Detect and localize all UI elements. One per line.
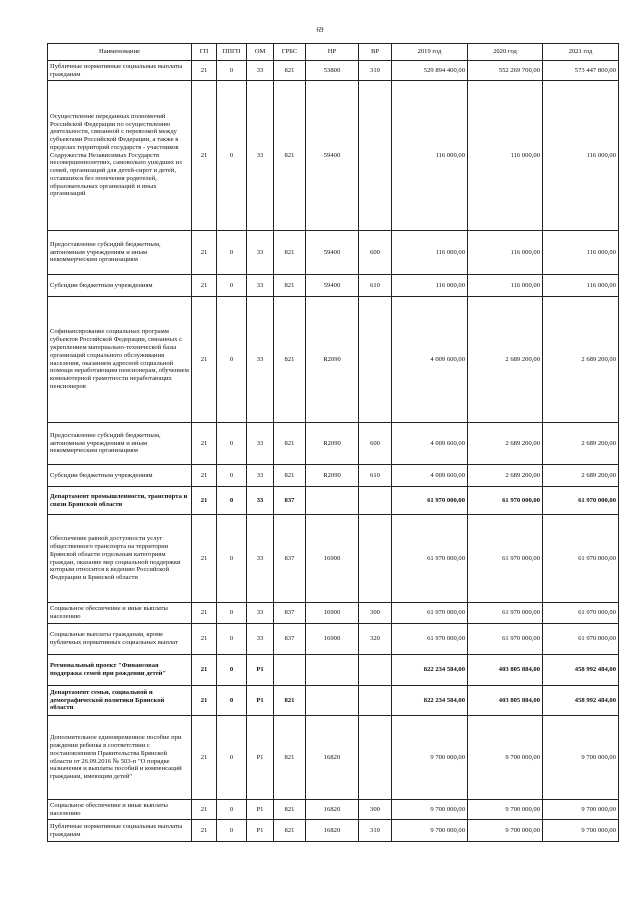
cell-2020: 403 805 884,00 xyxy=(468,686,543,716)
cell-gp: 21 xyxy=(192,515,217,603)
table-row xyxy=(48,231,619,275)
table-row xyxy=(48,61,619,81)
cell-2019: 116 000,00 xyxy=(392,81,468,231)
header-vr: ВР xyxy=(359,44,392,61)
table-row xyxy=(48,820,619,842)
cell-vr xyxy=(359,655,392,686)
cell-name: Публичные нормативные социальные выплаты гражданам xyxy=(48,820,192,842)
table-row xyxy=(48,81,619,231)
cell-gp: 21 xyxy=(192,716,217,800)
cell-2020: 116 000,00 xyxy=(468,275,543,297)
cell-grbs: 837 xyxy=(274,487,306,515)
cell-2021: 61 970 000,00 xyxy=(543,624,619,655)
cell-vr xyxy=(359,686,392,716)
cell-2021: 458 992 484,00 xyxy=(543,686,619,716)
cell-vr: 610 xyxy=(359,465,392,487)
cell-om: 33 xyxy=(247,487,274,515)
cell-2021: 2 689 200,00 xyxy=(543,423,619,465)
cell-grbs xyxy=(274,655,306,686)
cell-ppgp: 0 xyxy=(217,61,247,81)
cell-om: 33 xyxy=(247,515,274,603)
cell-gp: 21 xyxy=(192,423,217,465)
cell-2020: 61 970 000,00 xyxy=(468,624,543,655)
table-row xyxy=(48,655,619,686)
cell-name: Предоставление субсидий бюджетным, автономным учреждениям и иным некоммерческим организациям xyxy=(48,231,192,275)
cell-2021: 2 689 200,00 xyxy=(543,465,619,487)
cell-nr: 53800 xyxy=(306,61,359,81)
cell-gp: 21 xyxy=(192,61,217,81)
cell-2021: 61 970 000,00 xyxy=(543,487,619,515)
table-body xyxy=(48,61,619,842)
cell-gp: 21 xyxy=(192,275,217,297)
cell-2020: 9 700 000,00 xyxy=(468,820,543,842)
cell-2020: 2 689 200,00 xyxy=(468,465,543,487)
cell-name: Социальное обеспечение и иные выплаты населению xyxy=(48,800,192,820)
cell-nr xyxy=(306,655,359,686)
cell-om: P1 xyxy=(247,820,274,842)
cell-grbs: 821 xyxy=(274,820,306,842)
cell-grbs: 821 xyxy=(274,61,306,81)
cell-2020: 9 700 000,00 xyxy=(468,716,543,800)
cell-vr xyxy=(359,81,392,231)
cell-2020: 116 000,00 xyxy=(468,231,543,275)
cell-gp: 21 xyxy=(192,800,217,820)
cell-2021: 2 689 200,00 xyxy=(543,297,619,423)
cell-2019: 61 970 000,00 xyxy=(392,515,468,603)
cell-om: 33 xyxy=(247,423,274,465)
cell-name: Социальное обеспечение и иные выплаты населению xyxy=(48,603,192,624)
cell-nr: R2090 xyxy=(306,465,359,487)
cell-nr: 59400 xyxy=(306,81,359,231)
cell-vr: 600 xyxy=(359,231,392,275)
header-grbs: ГРБС xyxy=(274,44,306,61)
cell-ppgp: 0 xyxy=(217,275,247,297)
cell-gp: 21 xyxy=(192,603,217,624)
cell-name: Социальные выплаты гражданам, кроме публичных нормативных социальных выплат xyxy=(48,624,192,655)
cell-ppgp: 0 xyxy=(217,624,247,655)
budget-table xyxy=(47,43,619,842)
cell-nr: R2090 xyxy=(306,297,359,423)
cell-2020: 2 689 200,00 xyxy=(468,297,543,423)
header-ppgp: ППГП xyxy=(217,44,247,61)
cell-2019: 116 000,00 xyxy=(392,231,468,275)
cell-nr: 16900 xyxy=(306,624,359,655)
cell-2019: 61 970 000,00 xyxy=(392,603,468,624)
cell-nr: 16900 xyxy=(306,515,359,603)
cell-name: Департамент промышленности, транспорта и связи Брянской области xyxy=(48,487,192,515)
cell-gp: 21 xyxy=(192,297,217,423)
cell-grbs: 821 xyxy=(274,465,306,487)
cell-vr xyxy=(359,515,392,603)
cell-ppgp: 0 xyxy=(217,686,247,716)
cell-ppgp: 0 xyxy=(217,81,247,231)
header-om: ОМ xyxy=(247,44,274,61)
cell-om: 33 xyxy=(247,275,274,297)
page-number: 69 xyxy=(316,26,324,34)
cell-vr xyxy=(359,297,392,423)
header-name: Наименование xyxy=(48,44,192,61)
cell-2020: 116 000,00 xyxy=(468,81,543,231)
table-row xyxy=(48,624,619,655)
cell-ppgp: 0 xyxy=(217,515,247,603)
cell-om: 33 xyxy=(247,231,274,275)
cell-2020: 2 689 200,00 xyxy=(468,423,543,465)
cell-nr: 16820 xyxy=(306,800,359,820)
cell-name: Субсидии бюджетным учреждениям xyxy=(48,275,192,297)
cell-2019: 9 700 000,00 xyxy=(392,716,468,800)
header-gp: ГП xyxy=(192,44,217,61)
cell-nr: 59400 xyxy=(306,231,359,275)
header-nr: НР xyxy=(306,44,359,61)
cell-om: P1 xyxy=(247,716,274,800)
cell-name: Публичные нормативные социальные выплаты гражданам xyxy=(48,61,192,81)
cell-ppgp: 0 xyxy=(217,465,247,487)
cell-2019: 4 009 600,00 xyxy=(392,465,468,487)
cell-om: P1 xyxy=(247,686,274,716)
cell-2019: 61 970 000,00 xyxy=(392,487,468,515)
cell-2021: 116 000,00 xyxy=(543,275,619,297)
cell-vr: 320 xyxy=(359,624,392,655)
table-row xyxy=(48,465,619,487)
cell-2021: 116 000,00 xyxy=(543,231,619,275)
cell-vr: 300 xyxy=(359,800,392,820)
cell-om: P1 xyxy=(247,800,274,820)
cell-grbs: 821 xyxy=(274,275,306,297)
cell-nr xyxy=(306,487,359,515)
cell-nr: 16820 xyxy=(306,716,359,800)
cell-gp: 21 xyxy=(192,81,217,231)
cell-gp: 21 xyxy=(192,465,217,487)
cell-ppgp: 0 xyxy=(217,820,247,842)
cell-vr: 610 xyxy=(359,275,392,297)
cell-ppgp: 0 xyxy=(217,655,247,686)
cell-2020: 403 805 884,00 xyxy=(468,655,543,686)
cell-2019: 822 234 584,00 xyxy=(392,686,468,716)
table-row xyxy=(48,800,619,820)
cell-om: 33 xyxy=(247,61,274,81)
cell-grbs: 821 xyxy=(274,716,306,800)
table-row xyxy=(48,423,619,465)
cell-om: 33 xyxy=(247,603,274,624)
cell-vr xyxy=(359,487,392,515)
cell-vr: 310 xyxy=(359,820,392,842)
cell-name: Субсидии бюджетным учреждениям xyxy=(48,465,192,487)
cell-grbs: 821 xyxy=(274,423,306,465)
header-2021: 2021 год xyxy=(543,44,619,61)
cell-2019: 9 700 000,00 xyxy=(392,820,468,842)
cell-2019: 116 000,00 xyxy=(392,275,468,297)
cell-2020: 61 970 000,00 xyxy=(468,603,543,624)
cell-nr: 59400 xyxy=(306,275,359,297)
cell-ppgp: 0 xyxy=(217,423,247,465)
cell-name: Дополнительное единовременное пособие при рождении ребенка в соответствии с постановлением Правительства Брянской области от 26.09.2016 № 503-п "О порядке назначения и выплаты пособий и компенсаций гражданам, имеющим детей" xyxy=(48,716,192,800)
cell-name: Департамент семьи, социальной и демографической политики Брянской области xyxy=(48,686,192,716)
cell-ppgp: 0 xyxy=(217,297,247,423)
cell-2020: 61 970 000,00 xyxy=(468,487,543,515)
cell-gp: 21 xyxy=(192,655,217,686)
cell-2020: 552 269 700,00 xyxy=(468,61,543,81)
cell-vr xyxy=(359,716,392,800)
cell-name: Предоставление субсидий бюджетным, автономным учреждениям и иным некоммерческим организациям xyxy=(48,423,192,465)
cell-ppgp: 0 xyxy=(217,231,247,275)
table-row xyxy=(48,275,619,297)
cell-nr xyxy=(306,686,359,716)
cell-gp: 21 xyxy=(192,624,217,655)
cell-2019: 822 234 584,00 xyxy=(392,655,468,686)
cell-2021: 9 700 000,00 xyxy=(543,800,619,820)
cell-name: Осуществление переданных полномочий Российской Федерации по осуществлению деятельности, связанной с перевозкой между субъектами Российской Федерации, а также в пределах территорий государств - участников Содружества Независимых Государств несовершеннолетних, самовольно ушедших из семей, организаций для детей-сирот и детей, оставшихся без попечения родителей, образовательных организаций и иных организаций xyxy=(48,81,192,231)
table-row xyxy=(48,603,619,624)
cell-gp: 21 xyxy=(192,820,217,842)
cell-grbs: 821 xyxy=(274,297,306,423)
cell-2020: 9 700 000,00 xyxy=(468,800,543,820)
cell-om: 33 xyxy=(247,465,274,487)
cell-om: 33 xyxy=(247,81,274,231)
cell-vr: 600 xyxy=(359,423,392,465)
cell-grbs: 837 xyxy=(274,603,306,624)
cell-nr: 16900 xyxy=(306,603,359,624)
cell-name: Обеспечение равной доступности услуг общественного транспорта на территории Брянской области отдельным категориям граждан, оказание мер социальной поддержки которым относится к ведению Российской Федерации и Брянской области xyxy=(48,515,192,603)
cell-nr: R2090 xyxy=(306,423,359,465)
cell-nr: 16820 xyxy=(306,820,359,842)
header-2019: 2019 год xyxy=(392,44,468,61)
cell-ppgp: 0 xyxy=(217,716,247,800)
cell-2019: 4 009 600,00 xyxy=(392,297,468,423)
cell-2021: 573 447 800,00 xyxy=(543,61,619,81)
cell-2019: 4 009 600,00 xyxy=(392,423,468,465)
cell-om: 33 xyxy=(247,624,274,655)
cell-2021: 116 000,00 xyxy=(543,81,619,231)
cell-2021: 61 970 000,00 xyxy=(543,515,619,603)
cell-2019: 61 970 000,00 xyxy=(392,624,468,655)
cell-gp: 21 xyxy=(192,686,217,716)
cell-2021: 61 970 000,00 xyxy=(543,603,619,624)
cell-2020: 61 970 000,00 xyxy=(468,515,543,603)
header-2020: 2020 год xyxy=(468,44,543,61)
cell-grbs: 821 xyxy=(274,231,306,275)
cell-om: 33 xyxy=(247,297,274,423)
cell-gp: 21 xyxy=(192,487,217,515)
table-header-row xyxy=(48,44,619,61)
cell-grbs: 821 xyxy=(274,81,306,231)
cell-2019: 529 894 400,00 xyxy=(392,61,468,81)
table-row xyxy=(48,515,619,603)
cell-2019: 9 700 000,00 xyxy=(392,800,468,820)
cell-name: Региональный проект "Финансовая поддержка семей при рождении детей" xyxy=(48,655,192,686)
table-row xyxy=(48,686,619,716)
cell-grbs: 837 xyxy=(274,515,306,603)
table-row xyxy=(48,297,619,423)
cell-vr: 310 xyxy=(359,61,392,81)
cell-2021: 458 992 484,00 xyxy=(543,655,619,686)
cell-ppgp: 0 xyxy=(217,800,247,820)
cell-grbs: 837 xyxy=(274,624,306,655)
cell-vr: 300 xyxy=(359,603,392,624)
table-row xyxy=(48,716,619,800)
cell-ppgp: 0 xyxy=(217,487,247,515)
cell-gp: 21 xyxy=(192,231,217,275)
cell-grbs: 821 xyxy=(274,686,306,716)
cell-2021: 9 700 000,00 xyxy=(543,820,619,842)
table-row xyxy=(48,487,619,515)
cell-name: Софинансирование социальных программ субъектов Российской Федерации, связанных с укреплением материально-технической базы организаций социального обслуживания населения, оказанием адресной социальной помощи неработающим пенсионерам, обучением компьютерной грамотности неработающих пенсионеров xyxy=(48,297,192,423)
cell-grbs: 821 xyxy=(274,800,306,820)
cell-ppgp: 0 xyxy=(217,603,247,624)
cell-2021: 9 700 000,00 xyxy=(543,716,619,800)
cell-om: P1 xyxy=(247,655,274,686)
